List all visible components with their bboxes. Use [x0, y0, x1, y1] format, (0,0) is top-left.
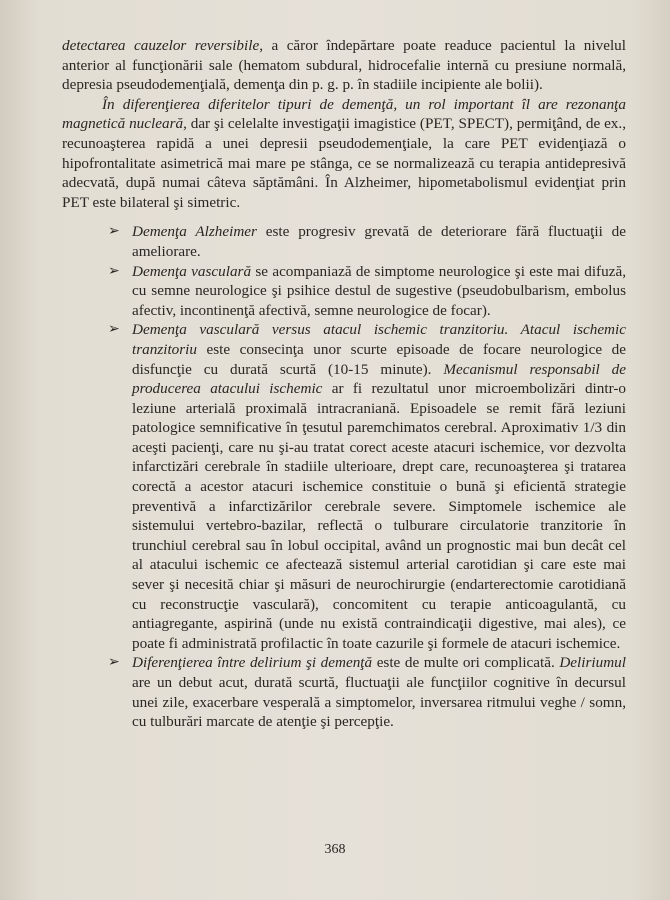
- page-number: 368: [324, 842, 346, 857]
- bullet-text: are un debut acut, durată scurtă, fluctuaţii ale funcţiilor cognitive în decursul unei zile, exacerbare vesperală a simptomelor, inversarea ritmului veghe / somn, cu tulburări marcate de atenţie şi percepţie.: [132, 674, 626, 731]
- bullet-list: [62, 222, 626, 731]
- paragraph-reversible-causes: [62, 36, 626, 95]
- bullet-text: este consecinţa unor scurte episoade de focare neurologice de disfuncţie cu durată scurtă (10-15 minute).: [132, 340, 626, 378]
- arrow-bullet-icon: ➢: [108, 321, 120, 338]
- bullet-item: [108, 262, 626, 321]
- arrow-bullet-icon: ➢: [108, 262, 120, 279]
- paragraph-lead: detectarea cauzelor reversibile: [62, 37, 260, 54]
- bullet-italic-text: Mecanismul responsabil de producerea atacului ischemic: [132, 360, 626, 398]
- bullet-text: ar fi rezultatul unor microembolizări dintr-o leziune arterială proximală intracraniană. Episoadele se remit fără leziuni patologice semnificative în ţesutul paremchimatos cerebral. Aproximativ 1/3 din aceşti pacienţi, care nu şi-au tratat corect aceste atacuri ischemice, vor dezvolta infarctizări cerebrale în stadiile ulterioare, drept care, recunoaşterea şi tratarea corectă a acestor atacuri ischemice constituie o bună şi eficientă strategie preventivă a infarctizărilor cerebrale severe. Simptomele ischemice ale sistemului vertebro-bazilar, reflectă o tulburare circulatorie tranzitorie în trunchiul cerebral sau în lobul occipital, având un prognostic mai bun decât cel al atacului ischemic ce afectează sistemul arterial carotidian şi care este mai sever şi necesită chiar şi măsuri de neurochirurgie (endarterectomie carotidiană cu reconstrucţie vasculară), concomitent cu terapie anticoagulantă, cu antiagregante, aspirină (unde nu există contraindicaţii digestive, mai ales), ce poate fi administrată profilactic în toate cazurile şi formele de atacuri ischemice.: [132, 380, 626, 652]
- bullet-text: este progresiv grevată de deteriorare fără fluctuaţii de ameliorare.: [132, 223, 626, 260]
- paragraph-text: , dar şi celelalte investigaţii imagistice (PET, SPECT), permiţând, de ex., recunoaşterea rapidă a unei depresii pseudodemenţiale, la care PET evidenţiază o hipofrontalitate asimetrică mai mare pe stânga, ce se normalizează cu terapia antidepresivă adecvată, după numai câteva săptămâni. În Alzheimer, hipometabolismul evidenţiat prin PET este bilateral şi simetric.: [62, 115, 626, 211]
- bullet-item: [108, 222, 626, 261]
- bullet-text: se acompaniază de simptome neurologice şi este mai difuză, cu semne neurologice şi psihice destul de sugestive (pseudobulbarism, embolus afectiv, incontinenţă afectivă, semne neurologice de focar).: [132, 262, 626, 319]
- bullet-italic-text: Demenţa Alzheimer: [132, 223, 257, 241]
- bullet-italic-text: Deliriumul: [559, 654, 626, 672]
- paragraph-lead: În diferenţierea diferitelor tipuri de demenţă, un rol important îl are rezonanţa magnetică nucleară: [62, 95, 626, 133]
- bullet-text: este de multe ori complicată.: [372, 654, 560, 672]
- paragraph-text: , a căror îndepărtare poate readuce pacientul la nivelul anterior al funcţionării sale (hematom subdural, hidrocefalie internă cu presiune normală, depresia pseudodemenţială, demenţa din p. g. p. în stadiile incipiente ale bolii).: [62, 37, 626, 94]
- bullet-italic-text: Diferenţierea între delirium şi demenţă: [132, 654, 373, 672]
- arrow-bullet-icon: ➢: [108, 223, 120, 240]
- bullet-item: [108, 653, 626, 731]
- bullet-italic-text: Demenţa vasculară: [132, 262, 252, 280]
- bullet-italic-text: Demenţa vasculară versus atacul ischemic tranzitoriu. Atacul ischemic tranzitoriu: [132, 321, 626, 358]
- arrow-bullet-icon: ➢: [108, 654, 120, 671]
- paragraph-imaging: [62, 95, 626, 213]
- bullet-item: [108, 320, 626, 653]
- page-body: [62, 36, 626, 732]
